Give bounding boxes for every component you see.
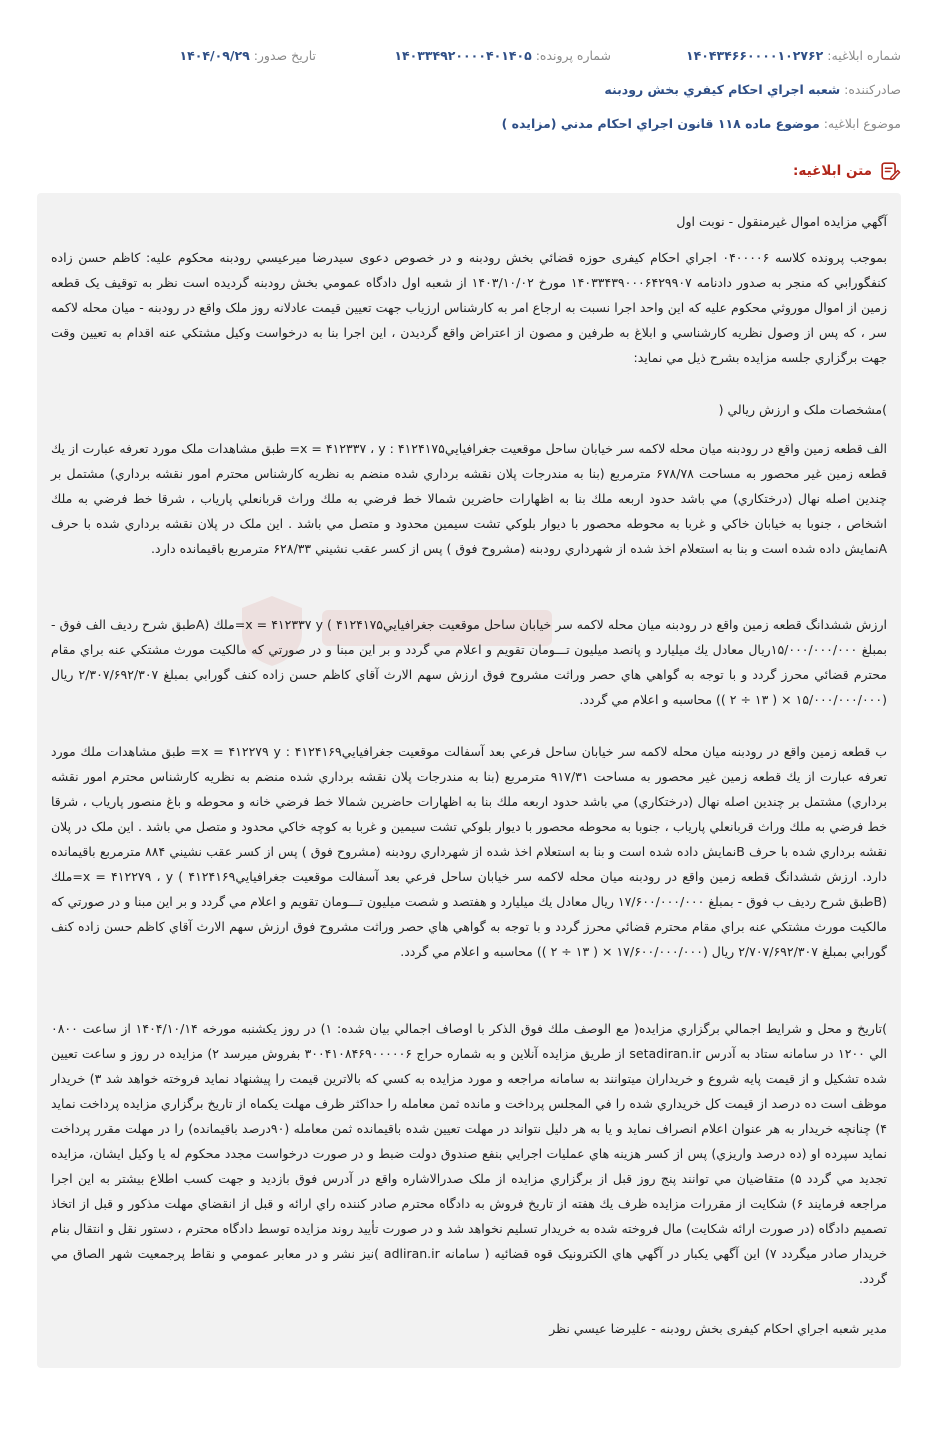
notice-title: آگهي مزايده اموال غيرمنقول - نوبت اول [676,214,887,229]
case-number-label: شماره پرونده: [535,48,611,63]
case-number-value: ۱۴۰۳۳۴۹۲۰۰۰۰۴۰۱۴۰۵ [394,48,532,63]
issue-date-label: تاريخ صدور: [253,48,316,63]
case-number [394,48,611,63]
issuer-label: صادرکننده: [844,82,901,97]
auction-terms-paragraph: )تاريخ و محل و شرايط اجمالي برگزاري مزايده( مع الوصف ملك فوق الذكر با اوصاف اجمالي بيان شده: ۱) در روز يکشنبه مورخه ۱۴۰۴/۱۰/۱۴ از ساعت ۰۸۰۰ الي ۱۲۰۰ در سامانه ستاد به آدرس setadiran.ir از طريق مزايده آنلاين و به شماره حراج ۳۰۰۴۱۰۸۴۶۹۰۰۰۰۰۶ بفروش ميرسد ۲) مزايده در روز و ساعت تعيين شده تشکيل و از قيمت پايه شروع و خريداران ميتوانند به سامانه مراجعه و مورد مزايده به کسي که بالاترين قيمت را پيشنهاد نمايد فروخته خواهد شد ۳) خريدار موظف است ده درصد از قيمت کل خريداري شده را في المجلس پرداخت و مانده ثمن معامله را حداکثر ظرف مهلت يکماه از تاريخ برگزاري مزايده پرداخت نمايد ۴) چنانچه خريدار به هر عنوان اعلام انصراف نمايد و يا به هر دليل نتواند در مهلت تعيين شده باقيمانده ثمن معامله (۹۰درصد باقيمانده) را در مهلت مقرر پرداخت نمايد سپرده او (ده درصد واريزي) پس از کسر هزينه هاي عمليات اجرايي بنفع صندوق دولت ضبط و در صورت درخواست مجدد محکوم له يا وکيل ايشان، مزايده تجديد مي گردد ۵) متقاضيان مي توانند پنج روز قبل از برگزاري مزايده از ملک صدرالاشاره واقع در آدرس فوق بازديد و جهت کسب اطلاع بيشتر به اين اجرا مراجعه فرمايند ۶) شکايت از مقررات مزايده ظرف يك هفته از تاريخ فروش به دادگاه محترم صادر كننده راي ارائه و قبل از انقضاي مهلت مذكور و قبل از اتخاذ تصميم دادگاه (در صورت ارائه شكايت) مال فروخته شده به خريدار تسليم نخواهد شد و در صورت تأييد روند مزايده توسط دادگاه محترم ، دستور نقل و انتقال بنام خريدار صادر ميگردد ۷) اين آگهي يکبار در آگهي هاي الکترونيک قوه قضائيه ( سامانه adliran.ir )نيز نشر و در معابر عمومي و نقاط پرجمعيت شهر الصاق مي گردد. [51,1021,888,1286]
notice-text-box [37,193,901,1368]
notice-number-value: ۱۴۰۴۳۴۶۶۰۰۰۰۱۰۲۷۶۲ [685,48,824,63]
intro-paragraph: بموجب پرونده کلاسه ۰۴۰۰۰۰۶ اجراي احکام کيفری حوزه قضائي بخش رودبنه و در خصوص دعوی سيدرضا ميرعيسي رودبنه محکوم عليه: کاظم حسن زاده کنفگورابي که منجر به صدور دادنامه ۱۴۰۳۳۴۳۹۰۰۰۶۴۲۹۹۰۷ مورخ ۱۴۰۳/۱۰/۰۲ از شعبه اول دادگاه عمومي بخش رودبنه گرديده است نظر به توقيف يک قطعه زمين از اموال موروثي محکوم عليه که اين واحد اجرا نسبت به ارجاع امر به کارشناس ارزياب جهت تعيين قيمت عادلانه روز ملک واقع در رودبنه - ميان محله لاکمه سر ، که پس از وصول نظريه کارشناسي و ابلاغ به طرفين و مصون از اعتراض واقع گرديدن ، اين اجرا بنا به درخواست وکيل مشتکي عنه اقدام به تعيين وقت جهت برگزاري جلسه مزايده بشرح ذيل مي نمايد: [51,250,888,365]
spec-heading: )مشخصات ملک و ارزش ريالي ( [718,402,887,417]
notice-text-heading [793,160,901,182]
property-a-paragraph: الف قطعه زمين واقع در رودبنه ميان محله لاکمه سر خيابان ساحل موقعيت جغرافيايي۴۱۲۴۱۷۵ : x = ۴۱۲۳۳۷ ، y= طبق مشاهدات ملک مورد تعرفه عبارت از يك قطعه زمين غير محصور به مساحت ۶۷۸/۷۸ مترمربع (بنا به مندرجات پلان نقشه برداري شده منضم به نظريه کارشناس محترم امور نقشه برداري) مشتمل بر چندين اصله نهال (درختکاري) مي باشد حدود اربعه ملك بنا به اظهارات حاضرين شمالا خط فرضي به ملك وراث قربانعلي پارياب ، شرقا خط فرضي به ملك اشخاص ، جنوبا به خيابان خاکي و غربا به محوطه محصور با ديوار بلوکي تشت سيمين محدود و متصل مي باشد . اين ملک در پلان نقشه برداري شده با حرف Aنمايش داده شده است و بنا به استعلام اخذ شده از شهرداري رودبنه (مشروح فوق ) پس از کسر عقب نشيني ۶۲۸/۳۳ مترمربع باقيمانده دارد. [51,441,887,556]
issuer-row [38,82,901,97]
signature-line: مدير شعبه اجراي احکام کيفری بخش رودبنه - عليرضا عيسي نظر [549,1321,887,1336]
document-edit-icon [879,160,901,182]
subject-row [38,116,901,131]
issue-date [180,48,316,63]
issue-date-value: ۱۴۰۴/۰۹/۲۹ [179,48,250,63]
section-title: متن ابلاغيه: [793,163,872,179]
property-a-value-paragraph: ارزش ششدانگ قطعه زمين واقع در رودبنه ميان محله لاکمه سر خيابان ساحل موقعيت جغرافيايي۴۱۲۴۱۷۵ ) x = ۴۱۲۳۳۷ y=ملك (Aطبق شرح رديف الف فوق - بمبلغ ۱۵/۰۰۰/۰۰۰/۰۰۰ريال معادل يك ميليارد و پانصد ميليون تـــومان تقويم و اعلام مي گردد و بر اين مبنا و در صورتي که مالکيت مورث مشتکي عنه براي مقام محترم قضائي محرز گردد و با توجه به گواهي هاي حصر وراثت مشروح فوق ارزش سهم الارث آقاي کاظم حسن زاده کنف گورابي بمبلغ ۲/۳۰۷/۶۹۲/۳۰۷ ريال (۱۵/۰۰۰/۰۰۰/۰۰۰ × ( ۱۳ ÷ ۲ )) محاسبه و اعلام مي گردد. [51,617,887,707]
subject-label: موضوع ابلاغيه: [823,116,901,131]
subject-value: موضوع ماده ۱۱۸ قانون اجراي احكام مدني (مزايده ) [501,116,820,131]
notice-number-label: شماره ابلاغيه: [827,48,901,63]
issuer-value: شعبه اجراي احكام كيفري بخش رودبنه [604,82,841,97]
property-b-paragraph: ب قطعه زمين واقع در رودبنه ميان محله لاکمه سر خيابان ساحل فرعي بعد آسفالت موقعيت جغرافيايي۴۱۲۴۱۶۹ : x = ۴۱۲۲۷۹ y= طبق مشاهدات ملك مورد تعرفه عبارت از يك قطعه زمين غير محصور به مساحت ۹۱۷/۳۱ مترمربع (بنا به مندرجات پلان نقشه برداري شده منضم به نظريه کارشناس محترم امور نقشه برداري) مشتمل بر چندين اصله نهال (درختکاري) مي باشد حدود اربعه ملك بنا به اظهارات حاضرين شمالا خط فرضي خانه و محوطه و باغ منصور پارياب ، شرقا خط فرضي به ملك وراث قربانعلي پارياب ، جنوبا به محوطه محصور با ديوار بلوکي تشت سيمين و غربا به کوچه خاکي محدود و متصل مي باشد . اين ملک در پلان نقشه برداري شده با حرف Bنمايش داده شده است و بنا به استعلام اخذ شده از شهرداري رودبنه (مشروح فوق ) پس از کسر عقب نشيني ۸۸۴ مترمربع باقيمانده دارد. ارزش ششدانگ قطعه زمين واقع در رودبنه ميان محله لاکمه سر خيابان ساحل فرعي بعد آسفالت موقعيت جغرافيايي۴۱۲۴۱۶۹ ) x = ۴۱۲۲۷۹ ، y=ملك (Bطبق شرح رديف ب فوق - بمبلغ ۱۷/۶۰۰/۰۰۰/۰۰۰ ريال معادل يك ميليارد و هفتصد و شصت ميليون تـــومان تقويم و اعلام مي گردد و بر اين مبنا و در صورتي که مالکيت مورث مشتکي عنه براي مقام محترم قضائي محرز گردد و با توجه به گواهي هاي حصر وراثت مشروح فوق ارزش سهم الارث آقاي کاظم حسن زاده کنف گورابي بمبلغ ۲/۷۰۷/۶۹۲/۳۰۷ ريال (۱۷/۶۰۰/۰۰۰/۰۰۰ × ( ۱۳ ÷ ۲ )) محاسبه و اعلام مي گردد. [51,744,888,959]
header-meta-row [38,48,901,66]
notice-number [686,48,901,63]
